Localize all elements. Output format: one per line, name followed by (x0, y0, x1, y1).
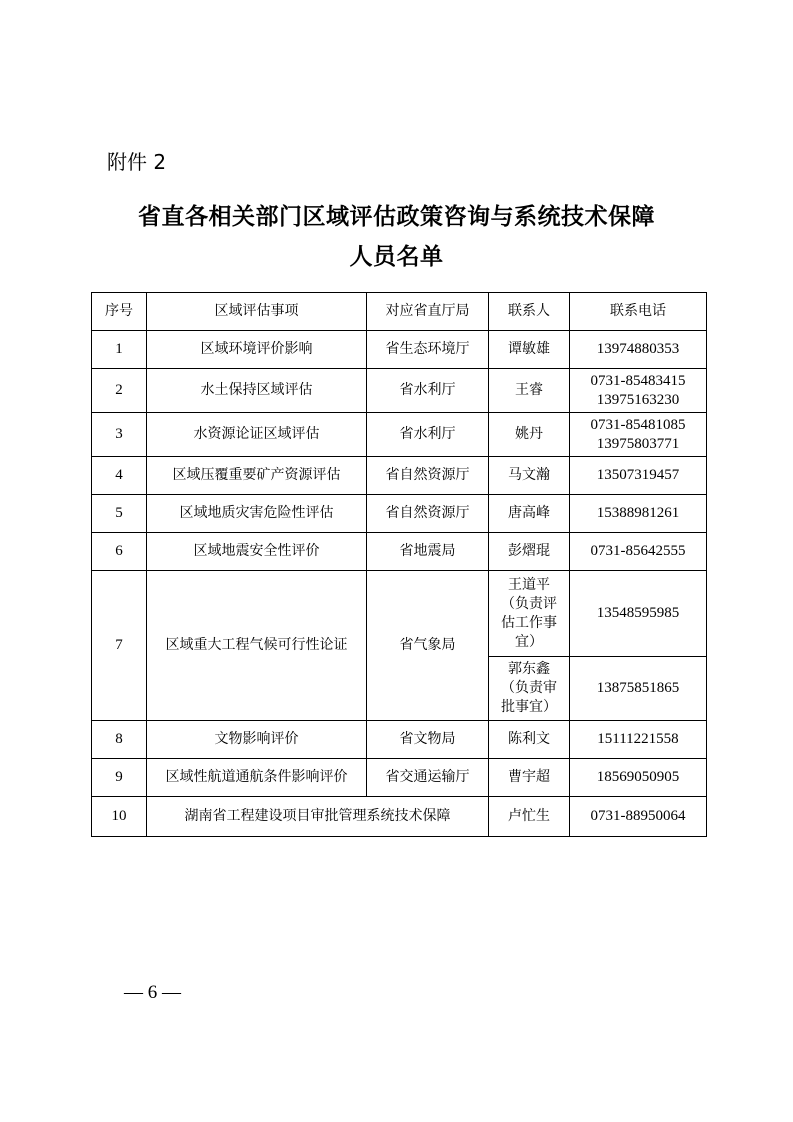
contact-name-line: 郭东鑫 (508, 661, 550, 677)
row-contact: 陈利文 (489, 721, 570, 759)
document-title-line-1: 省直各相关部门区域评估政策咨询与系统技术保障 (138, 203, 655, 230)
row-index: 9 (92, 759, 147, 797)
row-item: 水资源论证区域评估 (147, 413, 367, 457)
row-phone: 0731-85642555 (570, 533, 707, 571)
row-item: 区域环境评价影响 (147, 331, 367, 369)
header-contact: 联系人 (489, 293, 570, 331)
row-contact: 马文瀚 (489, 457, 570, 495)
table-header-row (92, 293, 707, 331)
attachment-label: 附件 2 (107, 150, 167, 174)
header-dept: 对应省直厅局 (367, 293, 489, 331)
row-phone: 13507319457 (570, 457, 707, 495)
personnel-table (91, 292, 707, 837)
table-row (92, 413, 707, 457)
table-row (92, 331, 707, 369)
row-item: 文物影响评价 (147, 721, 367, 759)
row-contact: 曹宇超 (489, 759, 570, 797)
row-dept: 省自然资源厅 (367, 457, 489, 495)
row-phone-secondary: 13975803771 (596, 435, 680, 452)
row-dept: 省文物局 (367, 721, 489, 759)
row-phone: 0731-85483415 (590, 372, 686, 389)
row-index: 5 (92, 495, 147, 533)
row-contact: 彭熠琨 (489, 533, 570, 571)
row-item: 区域重大工程气候可行性论证 (147, 571, 367, 721)
row-dept: 省自然资源厅 (367, 495, 489, 533)
header-phone: 联系电话 (570, 293, 707, 331)
row-contact-cell (489, 571, 570, 657)
page-number: — 6 — (124, 982, 181, 1003)
contact-note-line: 估工作事 (501, 614, 557, 631)
table-row (92, 457, 707, 495)
row-contact-cell (489, 657, 570, 721)
row-dept: 省地震局 (367, 533, 489, 571)
row-item: 区域性航道通航条件影响评价 (147, 759, 367, 797)
header-index: 序号 (92, 293, 147, 331)
contact-note-line: （负责评 (501, 595, 557, 612)
row-index: 8 (92, 721, 147, 759)
row-phone: 0731-85481085 (590, 416, 686, 433)
row-contact: 唐高峰 (489, 495, 570, 533)
row-phone-secondary: 13975163230 (596, 391, 680, 408)
row-contact: 姚丹 (489, 413, 570, 457)
table-row (92, 495, 707, 533)
row-index: 10 (92, 797, 147, 837)
row-index: 1 (92, 331, 147, 369)
table-row (92, 759, 707, 797)
row-phone: 15388981261 (570, 495, 707, 533)
table-row (92, 721, 707, 759)
row-contact: 谭敏雄 (489, 331, 570, 369)
row-dept: 省交通运输厅 (367, 759, 489, 797)
row-phone: 15111221558 (570, 721, 707, 759)
row-dept: 省水利厅 (367, 369, 489, 413)
row-phone: 13875851865 (570, 657, 707, 721)
header-item: 区域评估事项 (147, 293, 367, 331)
table-row (92, 797, 707, 837)
row-phone: 13548595985 (570, 571, 707, 657)
table-row (92, 533, 707, 571)
contact-name-line: 王道平 (508, 576, 550, 593)
document-title-line-2: 人员名单 (349, 243, 444, 270)
row-dept: 省水利厅 (367, 413, 489, 457)
table-row (92, 369, 707, 413)
row-phone: 18569050905 (570, 759, 707, 797)
row-item: 区域地震安全性评价 (147, 533, 367, 571)
row-phone-cell (570, 413, 707, 457)
row-index: 6 (92, 533, 147, 571)
table-row (92, 571, 707, 657)
row-dept: 省气象局 (367, 571, 489, 721)
row-contact: 卢忙生 (489, 797, 570, 837)
row-contact: 王睿 (489, 369, 570, 413)
row-index: 4 (92, 457, 147, 495)
row-item: 湖南省工程建设项目审批管理系统技术保障 (147, 797, 489, 837)
row-index: 7 (92, 571, 147, 721)
contact-note-line: 宜） (515, 633, 543, 650)
contact-note-line: 批事宜） (501, 699, 557, 715)
row-item: 水土保持区域评估 (147, 369, 367, 413)
row-phone: 13974880353 (570, 331, 707, 369)
row-item: 区域地质灾害危险性评估 (147, 495, 367, 533)
contact-note-line: （负责审 (501, 680, 557, 696)
row-phone: 0731-88950064 (570, 797, 707, 837)
row-phone-cell (570, 369, 707, 413)
row-item: 区域压覆重要矿产资源评估 (147, 457, 367, 495)
row-index: 2 (92, 369, 147, 413)
row-dept: 省生态环境厅 (367, 331, 489, 369)
row-index: 3 (92, 413, 147, 457)
